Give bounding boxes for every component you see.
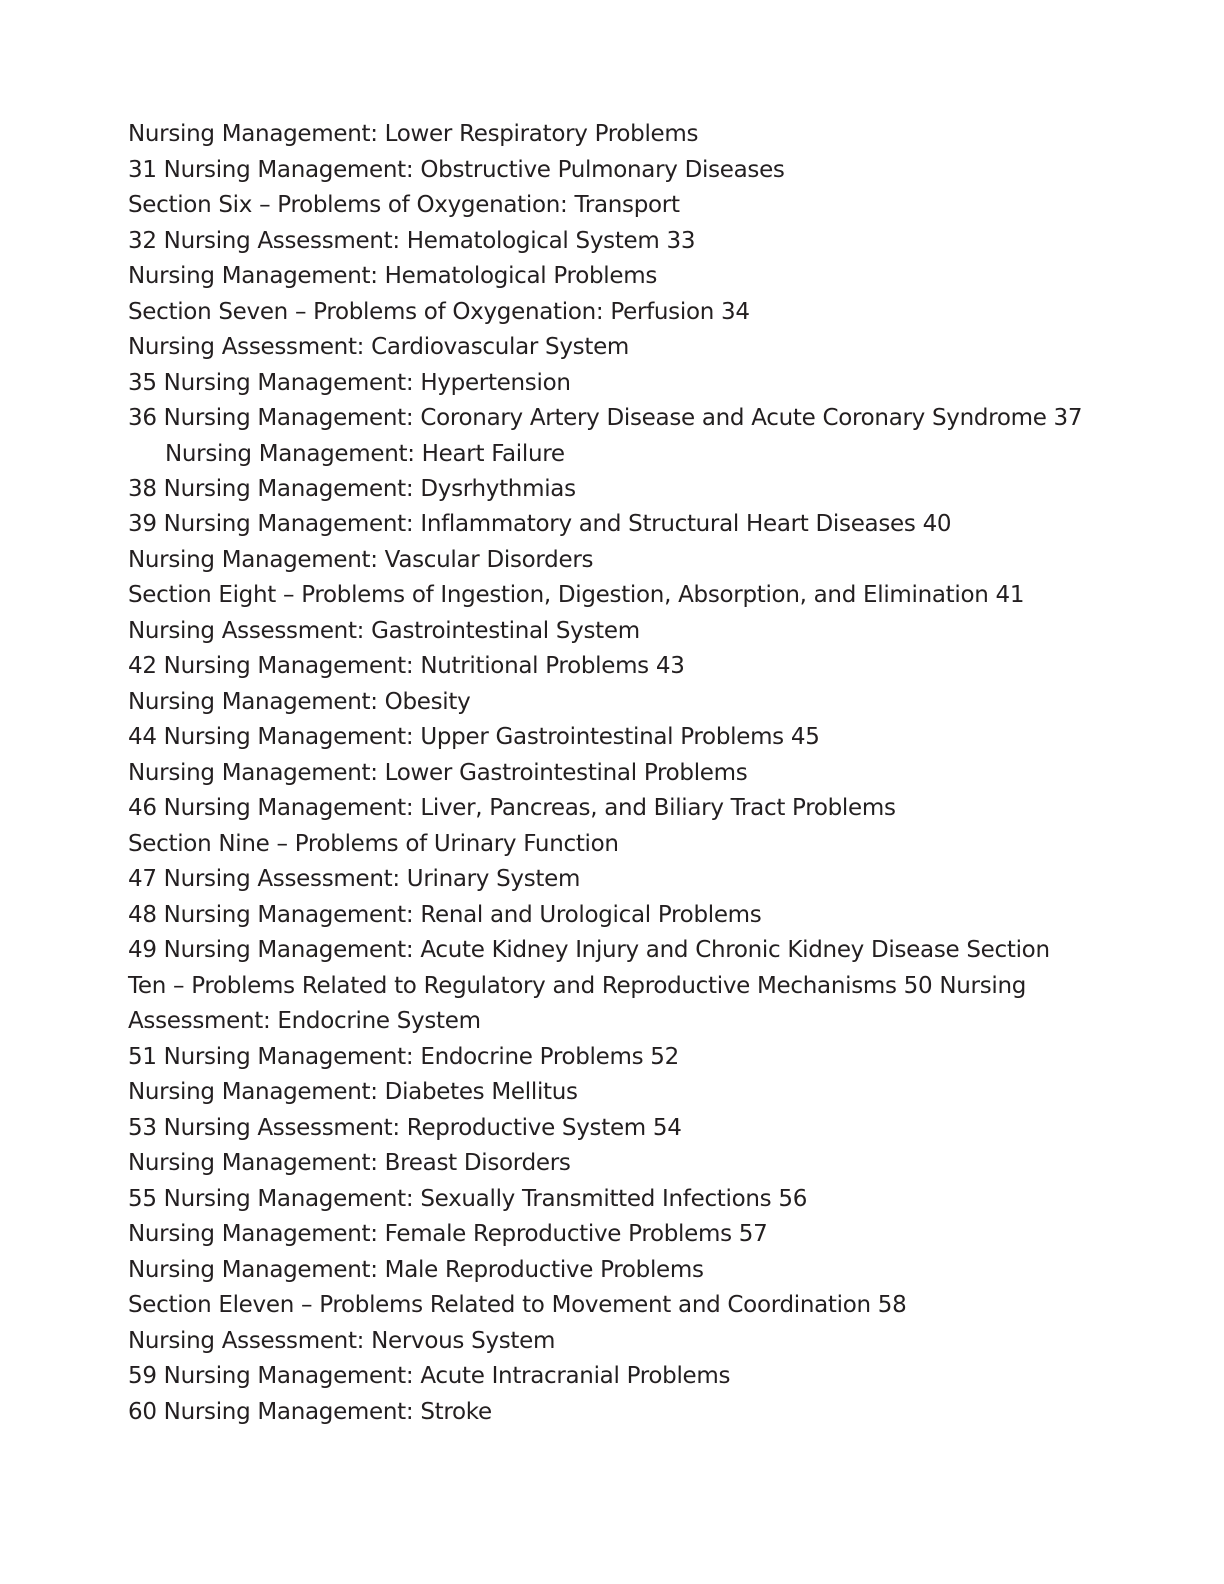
toc-line: Nursing Management: Male Reproductive Problems <box>128 1256 704 1283</box>
toc-line: 53 Nursing Assessment: Reproductive System 54 <box>128 1114 682 1141</box>
toc-line: 60 Nursing Management: Stroke <box>128 1398 492 1425</box>
toc-line: 49 Nursing Management: Acute Kidney Injury and Chronic Kidney Disease Section <box>128 937 1050 963</box>
toc-line: 35 Nursing Management: Hypertension <box>128 369 571 396</box>
toc-line: 32 Nursing Assessment: Hematological System 33 <box>128 227 696 254</box>
toc-section-heading: Ten – Problems Related to Regulatory and Reproductive Mechanisms 50 Nursing <box>128 972 1027 999</box>
toc-line: Nursing Management: Breast Disorders <box>128 1150 571 1176</box>
toc-line: 42 Nursing Management: Nutritional Problems 43 <box>128 653 685 679</box>
toc-line: 51 Nursing Management: Endocrine Problems 52 <box>128 1043 679 1070</box>
toc-line: Nursing Management: Lower Respiratory Problems <box>128 121 699 147</box>
toc-line: Nursing Assessment: Nervous System <box>128 1327 556 1354</box>
toc-line-continuation: Nursing Management: Heart Failure <box>165 440 565 467</box>
toc-line: Nursing Assessment: Cardiovascular System <box>128 334 630 360</box>
toc-section-heading: Section Seven – Problems of Oxygenation: Perfusion 34 <box>128 298 750 325</box>
toc-line: 38 Nursing Management: Dysrhythmias <box>128 475 576 502</box>
toc-section-heading: Section Eleven – Problems Related to Movement and Coordination 58 <box>128 1292 907 1318</box>
toc-line: Nursing Management: Lower Gastrointestinal Problems <box>128 759 748 786</box>
toc-line: 46 Nursing Management: Liver, Pancreas, and Biliary Tract Problems <box>128 795 896 821</box>
toc-line: 55 Nursing Management: Sexually Transmitted Infections 56 <box>128 1185 808 1212</box>
toc-line: 59 Nursing Management: Acute Intracranial Problems <box>128 1363 731 1389</box>
toc-line: 48 Nursing Management: Renal and Urological Problems <box>128 901 762 928</box>
toc-line: 47 Nursing Assessment: Urinary System <box>128 866 581 892</box>
toc-line: Nursing Management: Hematological Problems <box>128 263 658 289</box>
toc-line: 39 Nursing Management: Inflammatory and Structural Heart Diseases 40 <box>128 511 952 537</box>
toc-line: Nursing Management: Female Reproductive Problems 57 <box>128 1221 768 1247</box>
toc-section-heading: Section Nine – Problems of Urinary Function <box>128 830 619 857</box>
toc-line: Nursing Management: Vascular Disorders <box>128 546 594 573</box>
toc-line: 36 Nursing Management: Coronary Artery Disease and Acute Coronary Syndrome 37 <box>128 405 1083 431</box>
table-of-contents <box>128 117 1108 1430</box>
toc-line: Nursing Management: Diabetes Mellitus <box>128 1079 578 1105</box>
toc-line: 31 Nursing Management: Obstructive Pulmonary Diseases <box>128 156 785 183</box>
toc-line: Nursing Management: Obesity <box>128 688 471 715</box>
toc-section-heading: Section Six – Problems of Oxygenation: Transport <box>128 192 680 218</box>
toc-line: Nursing Assessment: Gastrointestinal System <box>128 617 640 644</box>
toc-line: 44 Nursing Management: Upper Gastrointestinal Problems 45 <box>128 724 820 750</box>
toc-section-heading: Section Eight – Problems of Ingestion, Digestion, Absorption, and Elimination 41 <box>128 582 1025 608</box>
toc-line: Assessment: Endocrine System <box>128 1008 481 1034</box>
